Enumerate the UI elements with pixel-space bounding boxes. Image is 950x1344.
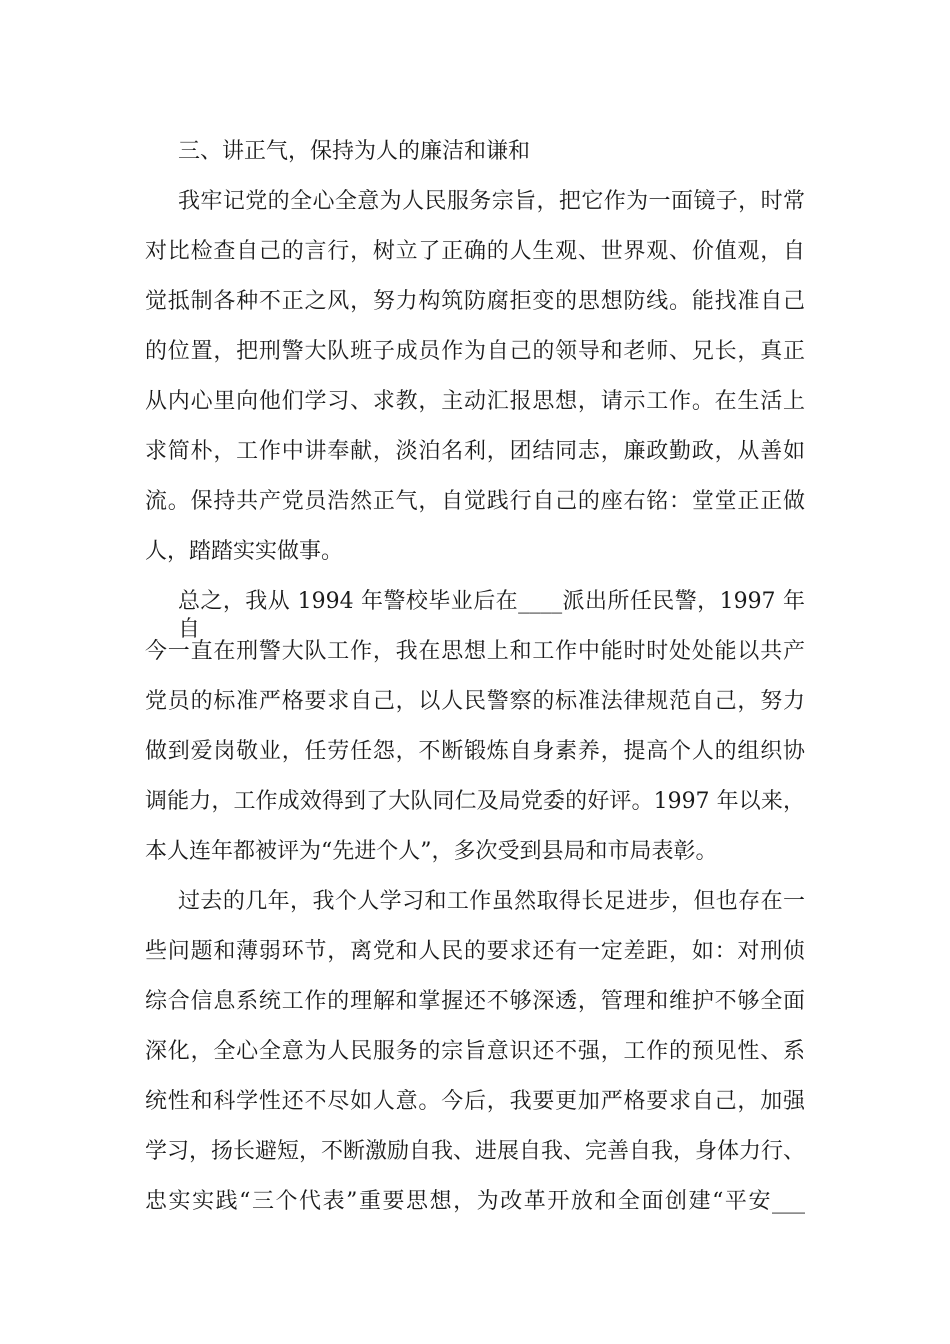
paragraph-line: 本人连年都被评为“先进个人”，多次受到县局和市局表彰。 xyxy=(145,839,718,864)
paragraph-line: 调能力，工作成效得到了大队同仁及局党委的好评。1997 年以来， xyxy=(145,789,805,814)
paragraph-line: 统性和科学性还不尽如人意。今后，我要更加严格要求自己，加强 xyxy=(145,1089,805,1114)
paragraph-line: 忠实实践“三个代表”重要思想，为改革开放和全面创建“平安___ xyxy=(145,1189,805,1214)
paragraph-line: 今一直在刑警大队工作，我在思想上和工作中能时时处处能以共产 xyxy=(145,639,805,664)
paragraph-line: 从内心里向他们学习、求教，主动汇报思想，请示工作。在生活上 xyxy=(145,389,805,414)
paragraph-line: 综合信息系统工作的理解和掌握还不够深透，管理和维护不够全面 xyxy=(145,989,805,1014)
paragraph-line: 做到爱岗敬业，任劳任怨，不断锻炼自身素养，提高个人的组织协 xyxy=(145,739,805,764)
paragraph-line: 对比检查自己的言行，树立了正确的人生观、世界观、价值观，自 xyxy=(145,239,805,264)
paragraph-line: 党员的标准严格要求自己，以人民警察的标准法律规范自己，努力 xyxy=(145,689,805,714)
section-heading: 三、讲正气，保持为人的廉洁和谦和 xyxy=(178,139,531,164)
paragraph-line: 学习，扬长避短，不断激励自我、进展自我、完善自我，身体力行、 xyxy=(145,1139,806,1164)
paragraph-line: 人，踏踏实实做事。 xyxy=(145,539,344,564)
paragraph-line: 些问题和薄弱环节，离党和人民的要求还有一定差距，如：对刑侦 xyxy=(145,939,805,964)
paragraph-line: 求简朴，工作中讲奉献，淡泊名利，团结同志，廉政勤政，从善如 xyxy=(145,439,805,464)
paragraph-line: 的位置，把刑警大队班子成员作为自己的领导和老师、兄长，真正 xyxy=(145,339,805,364)
paragraph-line: 过去的几年，我个人学习和工作虽然取得长足进步，但也存在一 xyxy=(178,889,805,914)
paragraph-line: 我牢记党的全心全意为人民服务宗旨，把它作为一面镜子，时常 xyxy=(178,189,805,214)
paragraph-line: 总之，我从 1994 年警校毕业后在____派出所任民警，1997 年自 xyxy=(178,589,805,642)
paragraph-line: 深化，全心全意为人民服务的宗旨意识还不强，工作的预见性、系 xyxy=(145,1039,805,1064)
paragraph-line: 觉抵制各种不正之风，努力构筑防腐拒变的思想防线。能找准自己 xyxy=(145,289,805,314)
paragraph-line: 流。保持共产党员浩然正气，自觉践行自己的座右铭：堂堂正正做 xyxy=(145,489,805,514)
